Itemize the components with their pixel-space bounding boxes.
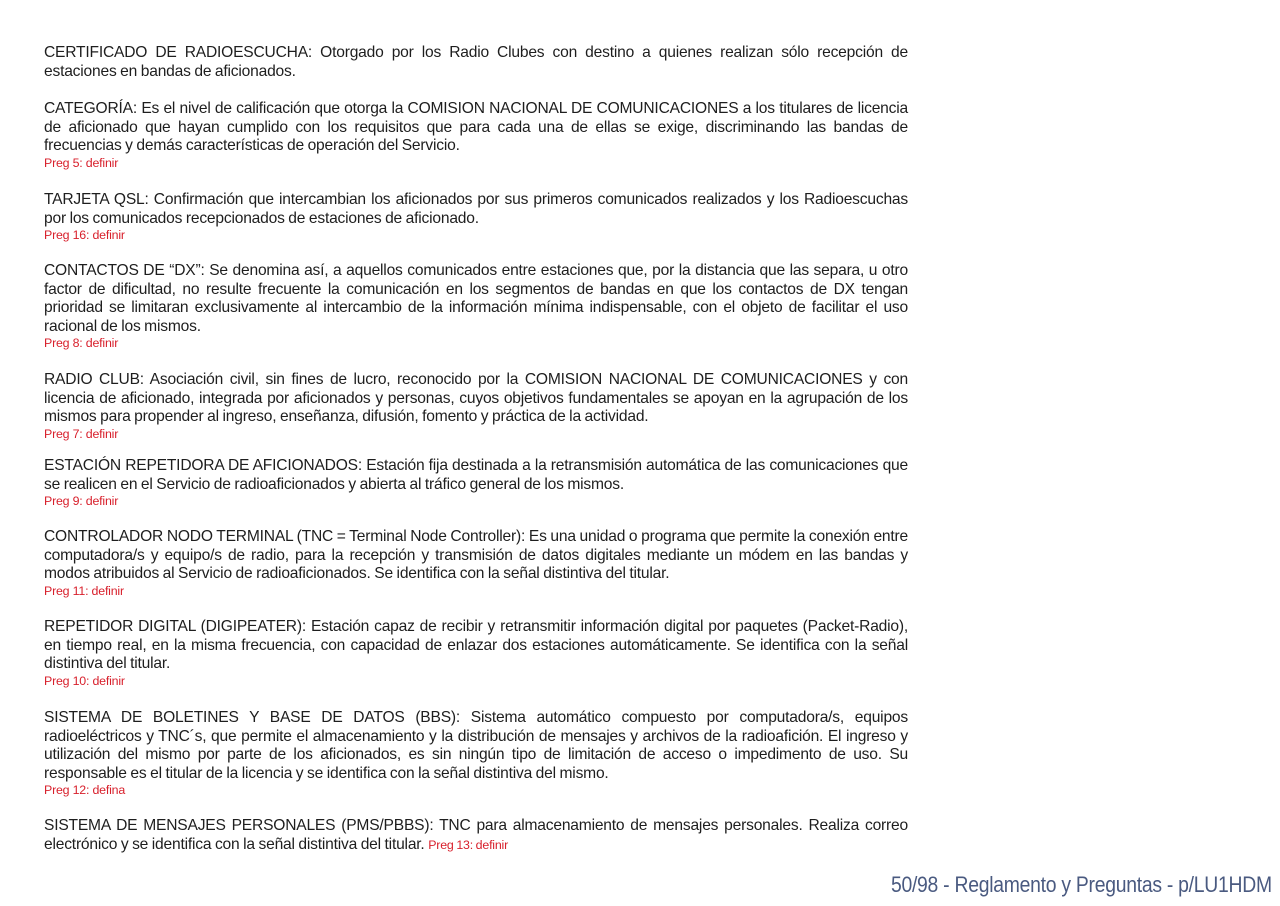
definition-text: CERTIFICADO DE RADIOESCUCHA: Otorgado por los Radio Clubes con destino a quienes realizan sólo recepción de estaciones en bandas de aficionados.	[44, 44, 908, 80]
page-footer: 50/98 - Reglamento y Preguntas - p/LU1HDM	[891, 872, 1272, 897]
definition-text: TARJETA QSL: Confirmación que intercambian los aficionados por sus primeros comunicados realizados y los Radioescuchas por los comunicados recepcionados de estaciones de aficionado.	[44, 191, 908, 227]
question-reference: Preg 12: defina	[44, 783, 126, 798]
question-reference: Preg 13: definir	[428, 837, 509, 852]
definition-controlador-nodo-terminal	[44, 528, 908, 599]
definition-radio-club	[44, 371, 908, 442]
definition-text: RADIO CLUB: Asociación civil, sin fines de lucro, reconocido por la COMISION NACIONAL DE COMUNICACIONES y con licencia de aficionado, integrada por aficionados y personas, cuyos objetivos fundamentales se apoyan en la agrupación de los mismos para propender al ingreso, enseñanza, difusión, fomento y práctica de la actividad.	[44, 371, 908, 426]
question-reference: Preg 11: definir	[44, 583, 124, 598]
definition-text: REPETIDOR DIGITAL (DIGIPEATER): Estación capaz de recibir y retransmitir información digital por paquetes (Packet-Radio), en tiempo real, en la misma frecuencia, con capacidad de enlazar dos estaciones automáticamente. Se identifica con la señal distintiva del titular.	[44, 618, 908, 673]
question-reference: Preg 8: definir	[44, 336, 119, 351]
definition-text: CONTROLADOR NODO TERMINAL (TNC = Terminal Node Controller): Es una unidad o programa que permite la conexión entre computadora/s y equipo/s de radio, para la recepción y transmisión de datos digitales mediante un módem en las bandas y modos atribuidos al Servicio de radioaficionados. Se identifica con la señal distintiva del titular.	[44, 528, 908, 583]
definition-repetidor-digital	[44, 618, 908, 689]
definition-text: SISTEMA DE BOLETINES Y BASE DE DATOS (BBS): Sistema automático compuesto por computadora/s, equipos radioeléctricos y TNC´s, que permite el almacenamiento y la distribución de mensajes y archivos de la radioafición. El ingreso y utilización del mismo por parte de los aficionados, es sin ningún tipo de limitación de acceso o impedimento de uso. Su responsable es el titular de la licencia y se identifica con la señal distintiva del mismo.	[44, 709, 908, 782]
definition-certificado-radioescucha	[44, 44, 908, 81]
definition-text	[44, 817, 908, 854]
definition-sistema-boletines-bbs	[44, 709, 908, 798]
definition-text: ESTACIÓN REPETIDORA DE AFICIONADOS: Estación fija destinada a la retransmisión automática de las comunicaciones que se realicen en el Servicio de radioaficionados y abierta al tráfico general de los mismos.	[44, 457, 908, 493]
definition-text: CONTACTOS DE “DX”: Se denomina así, a aquellos comunicados entre estaciones que, por la distancia que las separa, u otro factor de dificultad, no resulte frecuente la comunicación en los segmentos de bandas en que los contactos de DX tengan prioridad se limitaran exclusivamente al intercambio de la información mínima indispensable, con el objeto de facilitar el uso racional de los mismos.	[44, 262, 908, 335]
question-reference: Preg 5: definir	[44, 155, 119, 170]
definition-text-content: SISTEMA DE MENSAJES PERSONALES (PMS/PBBS): TNC para almacenamiento de mensajes personales. Realiza correo electrónico y se identifica con la señal distintiva del titular.	[44, 817, 908, 853]
definition-categoria	[44, 100, 908, 171]
definition-tarjeta-qsl	[44, 191, 908, 243]
question-reference: Preg 10: definir	[44, 673, 125, 688]
definition-estacion-repetidora	[44, 457, 908, 509]
question-reference: Preg 16: definir	[44, 228, 125, 243]
definition-contactos-dx	[44, 262, 908, 351]
question-reference: Preg 9: definir	[44, 494, 119, 509]
definition-text: CATEGORÍA: Es el nivel de calificación que otorga la COMISION NACIONAL DE COMUNICACIONES a los titulares de licencia de aficionado que hayan cumplido con los requisitos que para cada una de ellas se exige, discriminando las bandas de frecuencias y demás características de operación del Servicio.	[44, 100, 908, 155]
definition-sistema-mensajes-personales	[44, 817, 908, 854]
question-reference: Preg 7: definir	[44, 426, 119, 441]
